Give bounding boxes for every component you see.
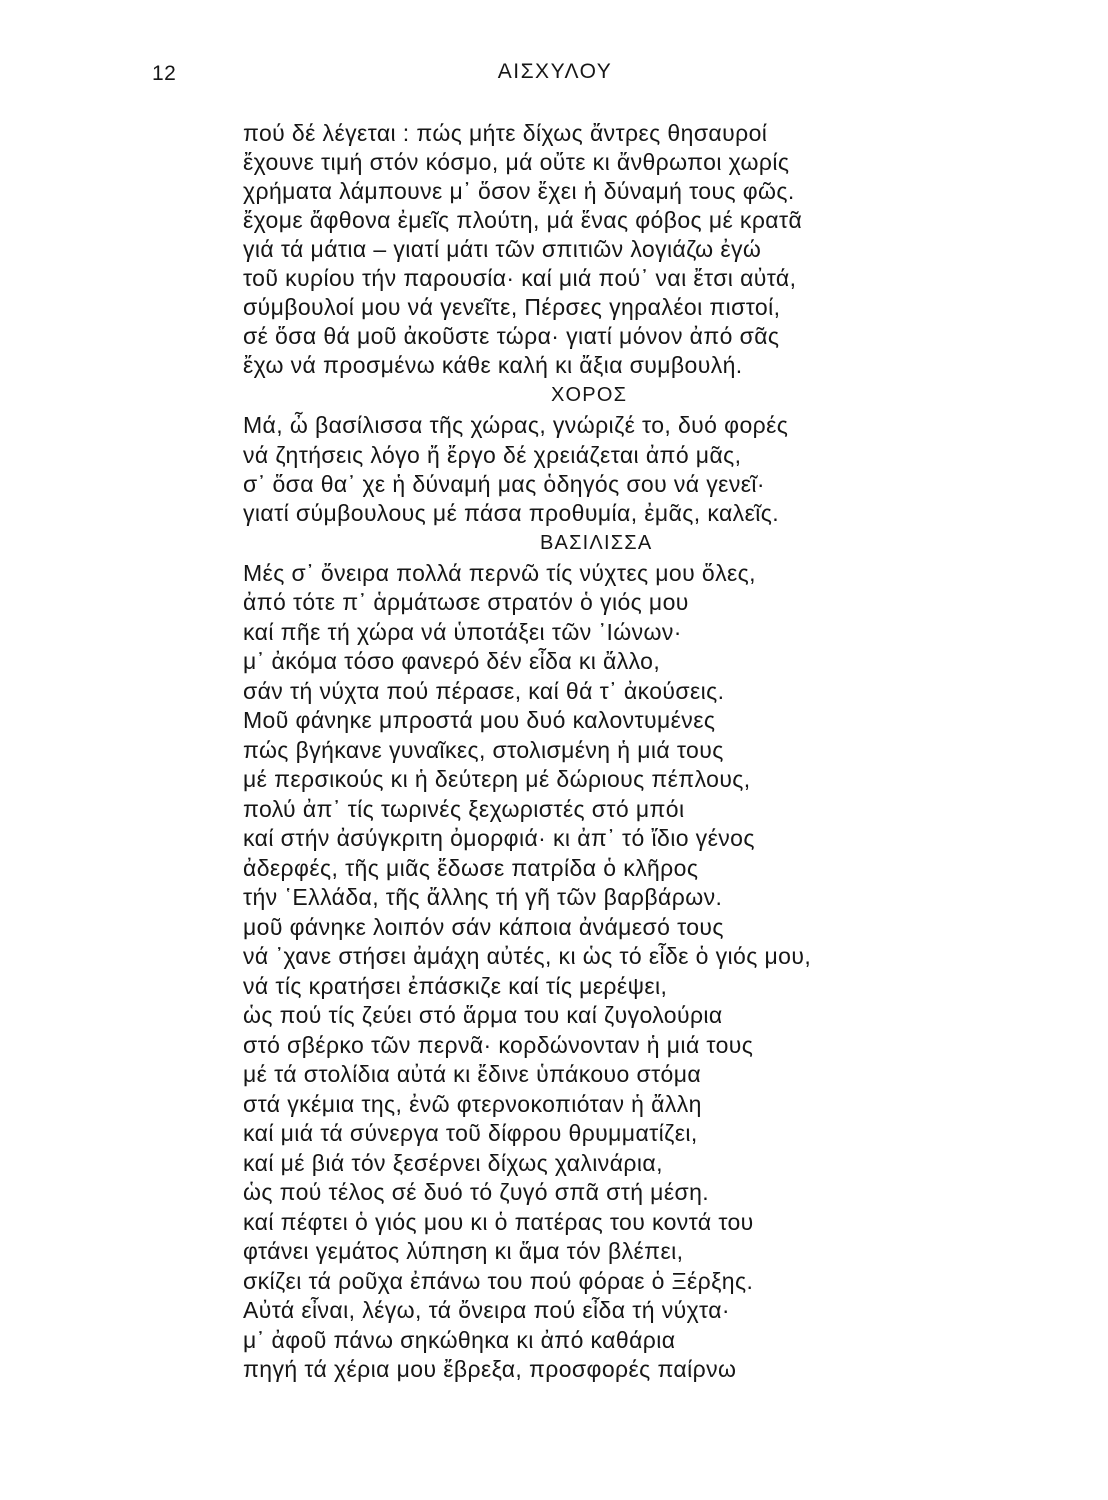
verse-line: πηγή τά χέρια μου ἔβρεξα, προσφορές παίρνω xyxy=(243,1356,737,1382)
verse-line: στά γκέμια της, ἐνῶ φτερνοκοπιόταν ἡ ἄλλη xyxy=(243,1091,702,1117)
verse-line: ὡς πού τέλος σέ δυό τό ζυγό σπᾶ στή μέση. xyxy=(243,1179,710,1205)
verse-line: σ᾿ ὅσα θα᾿ χε ἡ δύναμή μας ὁδηγός σου νά γενεῖ· xyxy=(243,471,765,497)
verse-line: στό σβέρκο τῶν περνᾶ· κορδώνονταν ἡ μιά τους xyxy=(243,1032,754,1058)
verse-line: νά ζητήσεις λόγο ἤ ἔργο δέ χρειάζεται ἀπό μᾶς, xyxy=(243,442,742,468)
verse-line: Μές σ᾿ ὄνειρα πολλά περνῶ τίς νύχτες μου ὅλες, xyxy=(243,560,756,586)
verse-line: καί στήν ἀσύγκριτη ὀμορφιά· κι ἀπ᾿ τό ἴδιο γένος xyxy=(243,825,755,851)
speaker-heading-vasilissa: ΒΑΣΙΛΙΣΣΑ xyxy=(540,532,653,554)
verse-line: καί μέ βιά τόν ξεσέρνει δίχως χαλινάρια, xyxy=(243,1150,663,1176)
verse-line: ἔχω νά προσμένω κάθε καλή κι ἄξια συμβουλή. xyxy=(243,352,743,378)
verse-line: ἔχουνε τιμή στόν κόσμο, μά οὔτε κι ἄνθρωποι χωρίς xyxy=(243,149,790,175)
verse-line: Μά, ὦ βασίλισσα τῆς χώρας, γνώριζέ το, δυό φορές xyxy=(243,412,789,438)
verse-line: σύμβουλοί μου νά γενεῖτε, Πέρσες γηραλέοι πιστοί, xyxy=(243,294,781,320)
verse-line: καί μιά τά σύνεργα τοῦ δίφρου θρυμματίζει, xyxy=(243,1120,698,1146)
verse-line: πού δέ λέγεται : πώς μήτε δίχως ἄντρες θησαυροί xyxy=(243,120,768,146)
verse-line: γιατί σύμβουλους μέ πάσα προθυμία, ἐμᾶς, καλεῖς. xyxy=(243,500,780,526)
verse-line: μ᾿ ἀφοῦ πάνω σηκώθηκα κι ἀπό καθάρια xyxy=(243,1327,676,1353)
verse-line: τοῦ κυρίου τήν παρουσία· καί μιά πού᾿ ναι ἔτσι αὐτά, xyxy=(243,265,797,291)
verse-line: καί πέφτει ὁ γιός μου κι ὁ πατέρας του κοντά του xyxy=(243,1209,754,1235)
verse-line: μέ τά στολίδια αὐτά κι ἔδινε ὑπάκουο στόμα xyxy=(243,1061,702,1087)
verse-line: σάν τή νύχτα πού πέρασε, καί θά τ᾿ ἀκούσεις. xyxy=(243,678,725,704)
verse-line: μοῦ φάνηκε λοιπόν σάν κάποια ἀνάμεσό τους xyxy=(243,914,724,940)
verse-line: ἀδερφές, τῆς μιᾶς ἔδωσε πατρίδα ὁ κλῆρος xyxy=(243,855,699,881)
verse-line: ὡς πού τίς ζεύει στό ἅρμα του καί ζυγολούρια xyxy=(243,1002,723,1028)
verse-line: νά ᾿χανε στήσει ἀμάχη αὐτές, κι ὡς τό εἶδε ὁ γιός μου, xyxy=(243,943,812,969)
verse-line: γιά τά μάτια – γιατί μάτι τῶν σπιτιῶν λογιάζω ἐγώ xyxy=(243,236,762,262)
verse-line: Μοῦ φάνηκε μπροστά μου δυό καλοντυμένες xyxy=(243,707,716,733)
verse-line: μ᾿ ἀκόμα τόσο φανερό δέν εἶδα κι ἄλλο, xyxy=(243,648,661,674)
verse-line: καί πῆε τή χώρα νά ὑποτάξει τῶν ᾿Ιώνων· xyxy=(243,619,682,645)
verse-line: φτάνει γεμάτος λύπηση κι ἅμα τόν βλέπει, xyxy=(243,1238,684,1264)
verse-line: μέ περσικούς κι ἡ δεύτερη μέ δώριους πέπλους, xyxy=(243,766,751,792)
page-number: 12 xyxy=(152,62,177,85)
verse-line: πώς βγήκανε γυναῖκες, στολισμένη ἡ μιά τους xyxy=(243,737,724,763)
verse-line: τήν ῾Ελλάδα, τῆς ἄλλης τή γῆ τῶν βαρβάρων. xyxy=(243,884,723,910)
verse-line: σέ ὅσα θά μοῦ ἀκοῦστε τώρα· γιατί μόνον ἀπό σᾶς xyxy=(243,323,780,349)
verse-line: πολύ ἀπ᾿ τίς τωρινές ξεχωριστές στό μπόι xyxy=(243,796,685,822)
verse-line: σκίζει τά ροῦχα ἐπάνω του πού φόραε ὁ Ξέρξης. xyxy=(243,1268,754,1294)
verse-line: ἀπό τότε π᾿ ἁρμάτωσε στρατόν ὁ γιός μου xyxy=(243,589,689,615)
verse-line: νά τίς κρατήσει ἐπάσκιζε καί τίς μερέψει, xyxy=(243,973,668,999)
running-title: ΑΙΣΧΥΛΟΥ xyxy=(497,60,613,83)
speaker-heading-choros: ΧΟΡΟΣ xyxy=(551,384,628,406)
verse-line: Αὐτά εἶναι, λέγω, τά ὄνειρα πού εἶδα τή νύχτα· xyxy=(243,1297,730,1323)
verse-line: χρήματα λάμπουνε μ᾿ ὅσον ἔχει ἡ δύναμή τους φῶς. xyxy=(243,178,795,204)
verse-line: ἔχομε ἄφθονα ἐμεῖς πλούτη, μά ἕνας φόβος μέ κρατᾶ xyxy=(243,207,803,233)
